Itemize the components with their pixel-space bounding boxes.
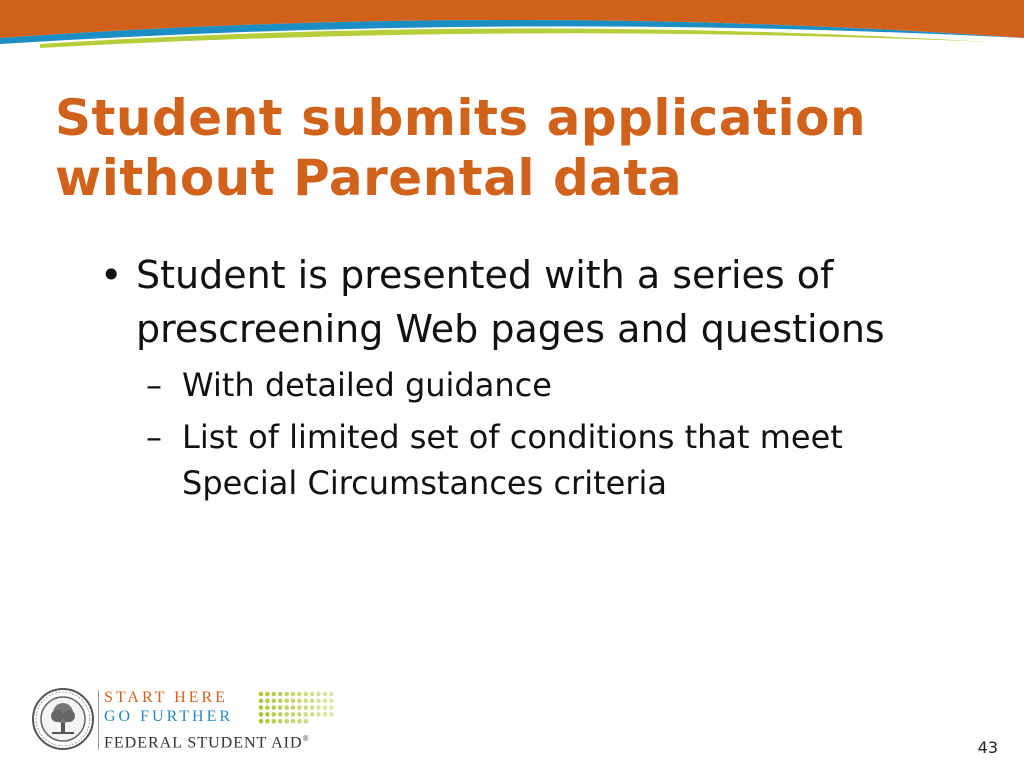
logo-dot (323, 699, 328, 704)
sub-bullet-list (136, 362, 940, 506)
dash-icon: – (146, 366, 162, 404)
dash-icon: – (146, 418, 162, 456)
logo-dot (278, 692, 283, 697)
logo-dot (278, 705, 283, 710)
sub-bullet-text: List of limited set of conditions that meet Special Circumstances criteria (182, 418, 843, 502)
logo-dot (291, 699, 296, 704)
logo-dot (310, 712, 315, 717)
logo-dot (323, 712, 328, 717)
slide-title (55, 88, 995, 208)
logo-dot (304, 692, 309, 697)
federal-student-aid-logo (32, 686, 362, 756)
logo-dot (316, 699, 321, 704)
logo-dot-grid-icon (257, 690, 337, 726)
logo-dot (310, 699, 315, 704)
logo-dot (316, 692, 321, 697)
logo-dot (304, 719, 309, 724)
logo-dot (284, 692, 289, 697)
logo-dot (272, 692, 277, 697)
logo-dot (310, 692, 315, 697)
logo-dot (278, 719, 283, 724)
logo-dot (310, 705, 315, 710)
logo-dot (278, 699, 283, 704)
page-number: 43 (977, 738, 998, 757)
logo-dot (323, 705, 328, 710)
logo-dot (323, 692, 328, 697)
logo-federal-student-aid-text (104, 730, 310, 752)
department-of-education-seal-icon (32, 688, 94, 750)
logo-dot (284, 699, 289, 704)
logo-dot (291, 712, 296, 717)
logo-dot (297, 705, 302, 710)
logo-fsa-label: FEDERAL STUDENT AID (104, 734, 303, 752)
logo-dot (265, 692, 270, 697)
logo-dot (329, 692, 334, 697)
bullet-list (100, 248, 940, 506)
logo-dot (259, 712, 264, 717)
logo-divider (98, 690, 99, 750)
logo-dot (265, 712, 270, 717)
logo-dot (291, 719, 296, 724)
logo-dot (329, 699, 334, 704)
logo-dot (284, 712, 289, 717)
logo-dot (259, 705, 264, 710)
logo-dot (272, 699, 277, 704)
sub-bullet-text: With detailed guidance (182, 366, 552, 404)
trademark-mark: ® (302, 734, 310, 743)
slide-title-line-2: without Parental data (55, 149, 683, 207)
logo-dot (297, 712, 302, 717)
logo-dot (329, 705, 334, 710)
logo-dot (329, 712, 334, 717)
logo-dot (284, 705, 289, 710)
logo-go-further-text: GO FURTHER (104, 708, 234, 725)
logo-dot (316, 712, 321, 717)
logo-dot (304, 699, 309, 704)
logo-dot (291, 692, 296, 697)
logo-dot (278, 712, 283, 717)
logo-dot (265, 705, 270, 710)
logo-dot (259, 719, 264, 724)
header-banner (0, 0, 1024, 60)
logo-dot (284, 719, 289, 724)
logo-dot (304, 712, 309, 717)
logo-dot (316, 705, 321, 710)
bullet-item (100, 248, 940, 506)
bullet-dot-icon: • (100, 253, 123, 297)
bullet-text: Student is presented with a series of prescreening Web pages and questions (136, 253, 885, 351)
sub-bullet-item (136, 414, 940, 506)
logo-dot (259, 692, 264, 697)
sub-bullet-item (136, 362, 940, 408)
logo-dot (272, 712, 277, 717)
logo-dot (304, 705, 309, 710)
logo-dot (259, 699, 264, 704)
logo-dot (291, 705, 296, 710)
slide-title-line-1: Student submits application (55, 89, 867, 147)
logo-dot (265, 719, 270, 724)
logo-dot (297, 699, 302, 704)
logo-dot (297, 692, 302, 697)
logo-dot (297, 719, 302, 724)
logo-dot (272, 705, 277, 710)
logo-dot (272, 719, 277, 724)
logo-start-here-text: START HERE (104, 689, 228, 706)
logo-dot (265, 699, 270, 704)
